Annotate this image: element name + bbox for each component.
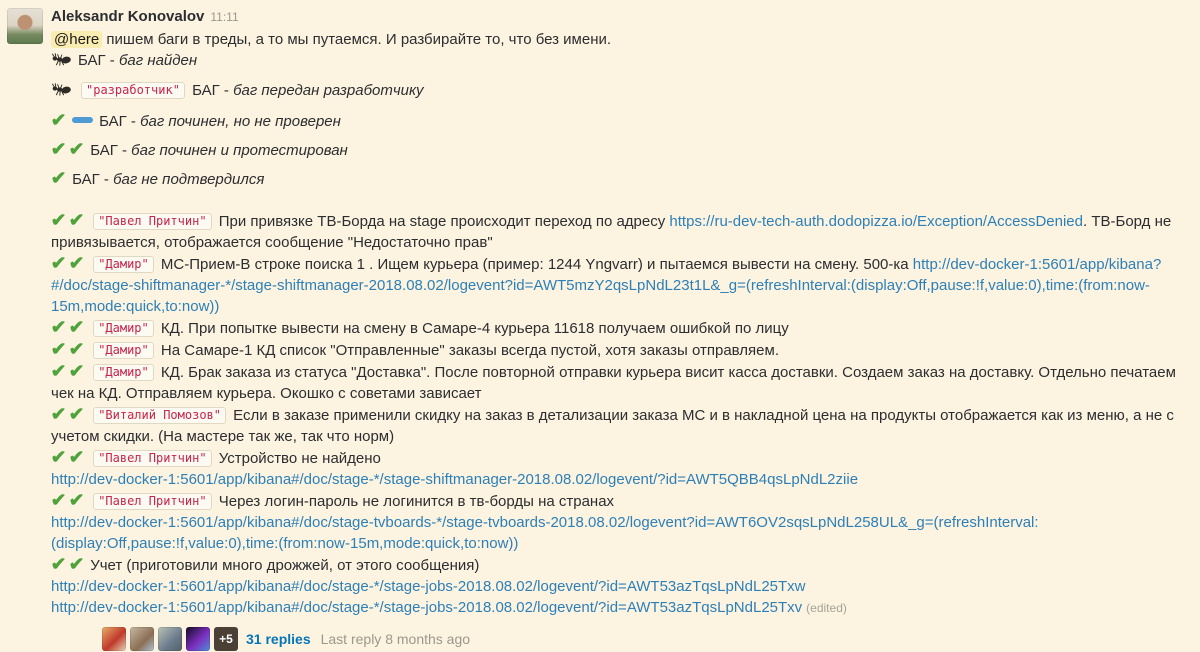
reply-avatar[interactable]	[102, 627, 126, 651]
italic-text: баг починен и протестирован	[131, 142, 348, 159]
check-mark-icon: ✔	[68, 210, 85, 230]
message-line	[51, 210, 1188, 253]
message-line	[51, 576, 1188, 597]
message-link[interactable]: https://ru-dev-tech-auth.dodopizza.io/Exception/AccessDenied	[669, 213, 1083, 230]
message-text: Если в заказе применили скидку на заказ в детализации заказа МС и в накладной цена на продукты отображается как из меню, а не с учетом скидки. (На мастере так же, так что норм)	[51, 407, 1174, 445]
message-header	[51, 7, 1188, 27]
italic-text: баг починен, но не проверен	[140, 113, 341, 130]
message-line	[51, 490, 1188, 512]
ant-icon	[51, 51, 72, 73]
message-line	[51, 168, 1188, 190]
message-link[interactable]: http://dev-docker-1:5601/app/kibana#/doc/stage-*/stage-shiftmanager-2018.08.02/logevent/?id=AWT5QBB4qsLpNdL2ziie	[51, 471, 859, 488]
check-mark-icon: ✔	[50, 168, 67, 188]
check-mark-icon: ✔	[50, 361, 67, 381]
message-line	[51, 404, 1188, 447]
last-reply-text: Last reply 8 months ago	[320, 631, 471, 647]
ant-icon	[51, 81, 72, 103]
message-line	[51, 29, 1188, 50]
message-body	[51, 29, 1188, 619]
check-mark-icon: ✔	[50, 253, 67, 273]
blank-line	[51, 197, 1188, 210]
message-line	[51, 554, 1188, 576]
message-gutter	[7, 7, 43, 652]
italic-text: баг передан разработчику	[233, 82, 424, 99]
author-avatar[interactable]	[7, 8, 43, 44]
code-chip: "Дамир"	[93, 320, 154, 337]
message-text: Устройство не найдено	[214, 450, 381, 467]
message-line	[51, 50, 1188, 73]
message-line	[51, 361, 1188, 404]
message-text: БАГ -	[99, 113, 141, 130]
message-text: БАГ -	[187, 82, 234, 99]
check-mark-icon: ✔	[68, 554, 85, 574]
check-mark-icon: ✔	[68, 253, 85, 273]
check-mark-icon: ✔	[50, 404, 67, 424]
reply-avatar[interactable]	[158, 627, 182, 651]
code-chip: "Дамир"	[93, 364, 154, 381]
reply-avatar[interactable]	[130, 627, 154, 651]
check-mark-icon: ✔	[50, 490, 67, 510]
code-chip: "Павел Притчин"	[93, 493, 211, 510]
code-chip: "Павел Притчин"	[93, 213, 211, 230]
message-content	[51, 7, 1188, 652]
message-timestamp[interactable]: 11:11	[210, 10, 239, 24]
check-mark-icon: ✔	[68, 317, 85, 337]
italic-text: баг не подтвердился	[113, 171, 265, 188]
check-mark-icon: ✔	[68, 447, 85, 467]
message-line	[51, 110, 1188, 132]
message-line	[51, 139, 1188, 161]
check-mark-icon: ✔	[68, 139, 85, 159]
check-mark-icon: ✔	[68, 490, 85, 510]
message-link[interactable]: http://dev-docker-1:5601/app/kibana#/doc/stage-*/stage-jobs-2018.08.02/logevent/?id=AWT53azTqsLpNdL25Txv	[51, 599, 803, 616]
message-text: Учет (приготовили много дрожжей, от этого сообщения)	[90, 557, 480, 574]
message-text: При привязке ТВ-Борда на stage происходит переход по адресу	[214, 213, 670, 230]
message-text: БАГ -	[78, 52, 119, 69]
check-mark-icon: ✔	[50, 554, 67, 574]
replies-link[interactable]: 31 replies	[246, 631, 311, 647]
check-mark-icon: ✔	[50, 339, 67, 359]
italic-text: баг найден	[118, 52, 198, 69]
check-mark-icon: ✔	[50, 110, 67, 130]
message-text: МС-Прием-В строке поиска 1 . Ищем курьера (пример: 1244 Yngvarr) и пытаемся вывести на смену. 500-ка	[156, 256, 913, 273]
thread-replies-bar[interactable]	[102, 626, 1188, 652]
message-link[interactable]: http://dev-docker-1:5601/app/kibana#/doc/stage-*/stage-jobs-2018.08.02/logevent/?id=AWT53azTqsLpNdL25Txw	[51, 578, 806, 595]
message-line	[51, 253, 1188, 317]
message-text: пишем баги в треды, а то мы путаемся. И разбирайте то, что без имени.	[102, 31, 612, 48]
message-line	[51, 469, 1188, 490]
check-mark-icon: ✔	[50, 139, 67, 159]
here-mention[interactable]: @here	[51, 31, 102, 48]
message-line	[51, 339, 1188, 361]
message-text: БАГ -	[90, 142, 132, 159]
heavy-minus-icon	[72, 117, 93, 123]
message-text: КД. При попытке вывести на смену в Самаре-4 курьера 11618 получаем ошибкой по лицу	[156, 320, 789, 337]
check-mark-icon: ✔	[50, 210, 67, 230]
code-chip: "Павел Притчин"	[93, 450, 211, 467]
code-chip: "разработчик"	[81, 82, 185, 99]
message-line	[51, 597, 1188, 619]
message-line	[51, 317, 1188, 339]
message-line	[51, 80, 1188, 103]
code-chip: "Виталий Помозов"	[93, 407, 226, 424]
message-link[interactable]: http://dev-docker-1:5601/app/kibana#/doc/stage-tvboards-*/stage-tvboards-2018.08.02/logevent?id=AWT6OV2sqsLpNdL258UL&_g=(refreshInterval:(display:Off,pause:!f,value:0),time:(from:now-15m,mode:quick,to:now))	[51, 514, 1039, 552]
message-text: На Самаре-1 КД список "Отправленные" заказы всегда пустой, хотя заказы отправляем.	[156, 342, 779, 359]
reply-avatar[interactable]	[186, 627, 210, 651]
reply-avatar-overflow[interactable]: +5	[214, 627, 238, 651]
check-mark-icon: ✔	[50, 447, 67, 467]
message-text: БАГ -	[72, 171, 114, 188]
check-mark-icon: ✔	[68, 404, 85, 424]
code-chip: "Дамир"	[93, 256, 154, 273]
code-chip: "Дамир"	[93, 342, 154, 359]
author-name[interactable]: Aleksandr Konovalov	[51, 8, 205, 25]
edited-label: (edited)	[806, 601, 847, 615]
message-line	[51, 512, 1188, 554]
message-text: Через логин-пароль не логинится в тв-борды на странах	[214, 493, 615, 510]
message-text: КД. Брак заказа из статуса "Доставка". После повторной отправки курьера висит касса доставки. Создаем заказ на доставку. Отдельно печатаем чек на КД. Отправляем курьера. Окошко с советами зависает	[51, 364, 1176, 402]
message-text: . ТВ-Борд не привязывается, отображается сообщение "Недостаточно прав"	[51, 213, 1172, 251]
check-mark-icon: ✔	[50, 317, 67, 337]
message-link[interactable]: http://dev-docker-1:5601/app/kibana?#/doc/stage-shiftmanager-*/stage-shiftmanager-2018.08.02/logevent?id=AWT5mzY2qsLpNdL23t1L&_g=(refreshInterval:(display:Off,pause:!f,value:0),time:(from:now-15m,mode:quick,to:now))	[51, 256, 1162, 315]
check-mark-icon: ✔	[68, 339, 85, 359]
check-mark-icon: ✔	[68, 361, 85, 381]
message-line	[51, 447, 1188, 469]
